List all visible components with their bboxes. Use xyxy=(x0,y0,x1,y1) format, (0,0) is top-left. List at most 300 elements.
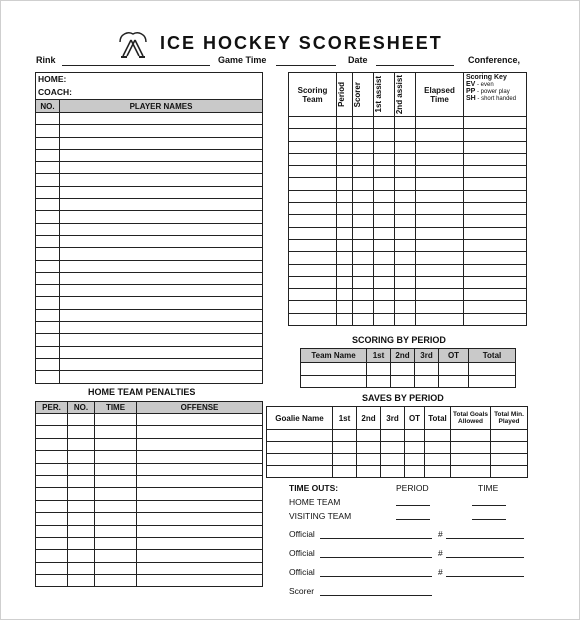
saves-cell[interactable] xyxy=(357,430,381,442)
scoring-cell[interactable] xyxy=(353,141,374,153)
sbp-cell[interactable] xyxy=(439,375,469,388)
scoring-cell[interactable] xyxy=(289,117,337,129)
scoring-col-scorer: Scorer xyxy=(353,73,374,117)
pen-cell[interactable] xyxy=(68,525,95,537)
home-timeout-time-field[interactable] xyxy=(472,505,506,506)
scoring-cell[interactable] xyxy=(374,227,395,239)
pen-cell[interactable] xyxy=(36,414,68,426)
roster-cell[interactable] xyxy=(36,174,60,186)
sbp-cell[interactable] xyxy=(367,375,391,388)
scoring-cell[interactable] xyxy=(289,313,337,325)
pen-cell[interactable] xyxy=(36,537,68,549)
home-team-penalties-title: HOME TEAM PENALTIES xyxy=(88,387,196,397)
scoring-cell[interactable] xyxy=(395,301,416,313)
scoring-cell[interactable] xyxy=(337,239,353,251)
scoring-cell[interactable] xyxy=(353,215,374,227)
saves-col-goals-allowed: Total Goals Allowed xyxy=(451,407,491,430)
scoring-cell[interactable] xyxy=(353,301,374,313)
scoring-cell[interactable] xyxy=(289,301,337,313)
pen-cell[interactable] xyxy=(36,525,68,537)
pen-cell[interactable] xyxy=(95,537,137,549)
scoring-cell[interactable] xyxy=(374,239,395,251)
scoring-cell[interactable] xyxy=(353,227,374,239)
scoring-cell[interactable] xyxy=(464,264,527,276)
roster-cell[interactable] xyxy=(60,174,263,186)
pen-cell[interactable] xyxy=(137,513,263,525)
scoring-cell[interactable] xyxy=(464,141,527,153)
pen-cell[interactable] xyxy=(95,500,137,512)
pen-cell[interactable] xyxy=(137,488,263,500)
scoring-cell[interactable] xyxy=(395,117,416,129)
scoring-cell[interactable] xyxy=(353,178,374,190)
pen-cell[interactable] xyxy=(68,451,95,463)
scoring-cell[interactable] xyxy=(464,301,527,313)
scoring-by-period-table xyxy=(300,348,516,388)
saves-cell[interactable] xyxy=(381,454,405,466)
scorer-name-field[interactable] xyxy=(320,595,432,596)
scoring-cell[interactable] xyxy=(289,129,337,141)
scoring-cell[interactable] xyxy=(289,203,337,215)
scoring-cell[interactable] xyxy=(353,203,374,215)
scoring-cell[interactable] xyxy=(464,153,527,165)
scoring-cell[interactable] xyxy=(353,153,374,165)
scoring-cell[interactable] xyxy=(337,289,353,301)
saves-cell[interactable] xyxy=(405,466,425,478)
roster-cell[interactable] xyxy=(60,223,263,235)
scoring-cell[interactable] xyxy=(374,117,395,129)
pen-cell[interactable] xyxy=(137,550,263,562)
date-field[interactable] xyxy=(376,65,454,66)
scoring-cell[interactable] xyxy=(374,301,395,313)
pen-cell[interactable] xyxy=(68,438,95,450)
pen-cell[interactable] xyxy=(36,513,68,525)
scoring-cell[interactable] xyxy=(416,289,464,301)
saves-cell[interactable] xyxy=(357,442,381,454)
scoring-cell[interactable] xyxy=(289,252,337,264)
pen-cell[interactable] xyxy=(137,463,263,475)
scoring-cell[interactable] xyxy=(337,141,353,153)
scoring-cell[interactable] xyxy=(337,190,353,202)
saves-cell[interactable] xyxy=(451,442,491,454)
scoring-cell[interactable] xyxy=(337,117,353,129)
scoring-cell[interactable] xyxy=(374,313,395,325)
pen-cell[interactable] xyxy=(36,488,68,500)
saves-cell[interactable] xyxy=(491,466,528,478)
scoring-cell[interactable] xyxy=(464,178,527,190)
roster-row xyxy=(36,248,263,260)
scoring-cell[interactable] xyxy=(416,215,464,227)
roster-cell[interactable] xyxy=(36,162,60,174)
roster-cell[interactable] xyxy=(60,371,263,383)
official-3-name-field[interactable] xyxy=(320,576,432,577)
scoring-cell[interactable] xyxy=(337,252,353,264)
scoring-cell[interactable] xyxy=(464,313,527,325)
scoring-cell[interactable] xyxy=(353,166,374,178)
scoring-cell[interactable] xyxy=(416,129,464,141)
saves-cell[interactable] xyxy=(267,454,333,466)
official-3-number-field[interactable] xyxy=(446,576,524,577)
pen-row xyxy=(36,500,263,512)
scoring-row xyxy=(289,239,527,251)
scoring-cell[interactable] xyxy=(395,166,416,178)
scoring-cell[interactable] xyxy=(416,252,464,264)
scoring-cell[interactable] xyxy=(416,301,464,313)
official-2-number-field[interactable] xyxy=(446,557,524,558)
roster-cell[interactable] xyxy=(60,285,263,297)
scoring-cell[interactable] xyxy=(416,166,464,178)
official-1-name-field[interactable] xyxy=(320,538,432,539)
scoring-cell[interactable] xyxy=(374,166,395,178)
saves-cell[interactable] xyxy=(491,454,528,466)
sbp-cell[interactable] xyxy=(301,363,367,376)
pen-cell[interactable] xyxy=(137,525,263,537)
saves-cell[interactable] xyxy=(267,442,333,454)
roster-cell[interactable] xyxy=(60,199,263,211)
pen-row xyxy=(36,414,263,426)
scoring-cell[interactable] xyxy=(337,129,353,141)
scoring-cell[interactable] xyxy=(464,190,527,202)
roster-cell[interactable] xyxy=(36,260,60,272)
roster-cell[interactable] xyxy=(60,162,263,174)
pen-cell[interactable] xyxy=(68,488,95,500)
scoring-cell[interactable] xyxy=(395,203,416,215)
saves-cell[interactable] xyxy=(333,430,357,442)
roster-row xyxy=(36,137,263,149)
saves-cell[interactable] xyxy=(491,442,528,454)
scoring-cell[interactable] xyxy=(395,252,416,264)
sbp-cell[interactable] xyxy=(469,375,516,388)
pen-cell[interactable] xyxy=(95,414,137,426)
saves-cell[interactable] xyxy=(267,466,333,478)
scoring-cell[interactable] xyxy=(353,313,374,325)
scoring-cell[interactable] xyxy=(337,301,353,313)
pen-cell[interactable] xyxy=(95,525,137,537)
scoring-cell[interactable] xyxy=(353,289,374,301)
scoring-cell[interactable] xyxy=(289,276,337,288)
scoring-cell[interactable] xyxy=(289,166,337,178)
roster-cell[interactable] xyxy=(36,248,60,260)
scoring-cell[interactable] xyxy=(374,178,395,190)
roster-row xyxy=(36,235,263,247)
pen-cell[interactable] xyxy=(68,550,95,562)
pen-row xyxy=(36,513,263,525)
roster-cell[interactable] xyxy=(36,199,60,211)
scoring-cell[interactable] xyxy=(464,276,527,288)
pen-cell[interactable] xyxy=(36,426,68,438)
scoring-cell[interactable] xyxy=(416,141,464,153)
scoring-row xyxy=(289,215,527,227)
scoring-cell[interactable] xyxy=(395,153,416,165)
scoring-cell[interactable] xyxy=(464,252,527,264)
roster-cell[interactable] xyxy=(36,235,60,247)
scoring-cell[interactable] xyxy=(416,239,464,251)
saves-cell[interactable] xyxy=(451,430,491,442)
scoring-cell[interactable] xyxy=(374,141,395,153)
scoring-cell[interactable] xyxy=(395,141,416,153)
roster-row xyxy=(36,125,263,137)
scoring-cell[interactable] xyxy=(337,166,353,178)
pen-cell[interactable] xyxy=(95,575,137,587)
pen-cell[interactable] xyxy=(95,463,137,475)
scoring-cell[interactable] xyxy=(416,264,464,276)
roster-cell[interactable] xyxy=(60,260,263,272)
scoring-col-2nd-assist: 2nd assist xyxy=(395,73,416,117)
saves-col-ot: OT xyxy=(405,407,425,430)
sbp-cell[interactable] xyxy=(301,375,367,388)
saves-cell[interactable] xyxy=(381,442,405,454)
saves-cell[interactable] xyxy=(491,430,528,442)
home-timeout-period-field[interactable] xyxy=(396,505,430,506)
scoring-cell[interactable] xyxy=(374,129,395,141)
roster-cell[interactable] xyxy=(60,125,263,137)
sbp-cell[interactable] xyxy=(367,363,391,376)
saves-cell[interactable] xyxy=(381,466,405,478)
pen-cell[interactable] xyxy=(137,451,263,463)
sbp-cell[interactable] xyxy=(391,375,415,388)
saves-cell[interactable] xyxy=(425,430,451,442)
official-2-name-field[interactable] xyxy=(320,557,432,558)
roster-cell[interactable] xyxy=(60,309,263,321)
scoring-cell[interactable] xyxy=(353,252,374,264)
saves-cell[interactable] xyxy=(357,454,381,466)
pen-cell[interactable] xyxy=(95,550,137,562)
scoring-cell[interactable] xyxy=(464,227,527,239)
scoring-key-ev: EV - even xyxy=(466,81,494,88)
scoring-cell[interactable] xyxy=(464,203,527,215)
pen-cell[interactable] xyxy=(36,500,68,512)
pen-cell[interactable] xyxy=(36,438,68,450)
scoring-cell[interactable] xyxy=(353,190,374,202)
pen-cell[interactable] xyxy=(68,537,95,549)
roster-cell[interactable] xyxy=(60,248,263,260)
pen-row xyxy=(36,426,263,438)
roster-cell[interactable] xyxy=(60,186,263,198)
saves-col-goalie-name: Goalie Name xyxy=(267,407,333,430)
scoring-cell[interactable] xyxy=(395,178,416,190)
scoring-cell[interactable] xyxy=(395,313,416,325)
pen-cell[interactable] xyxy=(36,575,68,587)
saves-cell[interactable] xyxy=(333,442,357,454)
pen-cell[interactable] xyxy=(95,475,137,487)
roster-cell[interactable] xyxy=(36,297,60,309)
game-time-field[interactable] xyxy=(276,65,336,66)
saves-by-period-table xyxy=(266,406,528,478)
scoring-cell[interactable] xyxy=(289,141,337,153)
scoring-cell[interactable] xyxy=(416,117,464,129)
saves-cell[interactable] xyxy=(405,430,425,442)
pen-cell[interactable] xyxy=(137,414,263,426)
roster-cell[interactable] xyxy=(36,322,60,334)
scoring-row xyxy=(289,252,527,264)
scoring-cell[interactable] xyxy=(289,178,337,190)
scoring-cell[interactable] xyxy=(416,153,464,165)
roster-cell[interactable] xyxy=(60,211,263,223)
scoring-cell[interactable] xyxy=(337,313,353,325)
roster-cell[interactable] xyxy=(60,358,263,370)
scoring-cell[interactable] xyxy=(289,264,337,276)
pen-cell[interactable] xyxy=(95,426,137,438)
roster-cell[interactable] xyxy=(36,285,60,297)
pen-cell[interactable] xyxy=(68,463,95,475)
roster-cell[interactable] xyxy=(60,137,263,149)
saves-cell[interactable] xyxy=(333,466,357,478)
scoring-cell[interactable] xyxy=(337,178,353,190)
saves-cell[interactable] xyxy=(405,442,425,454)
scoring-cell[interactable] xyxy=(337,215,353,227)
pen-cell[interactable] xyxy=(36,463,68,475)
scoring-cell[interactable] xyxy=(289,227,337,239)
roster-cell[interactable] xyxy=(60,297,263,309)
pen-cell[interactable] xyxy=(137,562,263,574)
scoring-cell[interactable] xyxy=(464,166,527,178)
sbp-cell[interactable] xyxy=(415,363,439,376)
saves-cell[interactable] xyxy=(405,454,425,466)
roster-cell[interactable] xyxy=(36,358,60,370)
scoring-cell[interactable] xyxy=(395,276,416,288)
pen-cell[interactable] xyxy=(95,451,137,463)
roster-cell[interactable] xyxy=(36,371,60,383)
scoring-cell[interactable] xyxy=(337,276,353,288)
scoring-cell[interactable] xyxy=(337,227,353,239)
pen-cell[interactable] xyxy=(95,488,137,500)
roster-cell[interactable] xyxy=(36,149,60,161)
scoring-cell[interactable] xyxy=(416,178,464,190)
rink-field[interactable] xyxy=(62,65,210,66)
roster-cell[interactable] xyxy=(36,334,60,346)
scoring-cell[interactable] xyxy=(395,227,416,239)
scoring-cell[interactable] xyxy=(395,289,416,301)
pen-cell[interactable] xyxy=(36,475,68,487)
roster-cell[interactable] xyxy=(60,149,263,161)
scoring-row xyxy=(289,276,527,288)
scoring-cell[interactable] xyxy=(416,313,464,325)
scoring-cell[interactable] xyxy=(353,264,374,276)
official-1-number-field[interactable] xyxy=(446,538,524,539)
saves-cell[interactable] xyxy=(425,454,451,466)
roster-cell[interactable] xyxy=(36,346,60,358)
roster-cell[interactable] xyxy=(36,223,60,235)
pen-cell[interactable] xyxy=(68,475,95,487)
pen-cell[interactable] xyxy=(95,562,137,574)
pen-cell[interactable] xyxy=(68,513,95,525)
roster-cell[interactable] xyxy=(60,346,263,358)
roster-cell[interactable] xyxy=(60,272,263,284)
scoring-cell[interactable] xyxy=(374,276,395,288)
scoring-cell[interactable] xyxy=(464,129,527,141)
roster-cell[interactable] xyxy=(60,235,263,247)
sbp-cell[interactable] xyxy=(439,363,469,376)
pen-row xyxy=(36,475,263,487)
pen-cell[interactable] xyxy=(36,550,68,562)
scoring-cell[interactable] xyxy=(374,190,395,202)
pen-cell[interactable] xyxy=(137,475,263,487)
scoring-cell[interactable] xyxy=(289,153,337,165)
scoring-cell[interactable] xyxy=(416,227,464,239)
visiting-timeout-time-field[interactable] xyxy=(472,519,506,520)
scoring-cell[interactable] xyxy=(374,289,395,301)
sbp-cell[interactable] xyxy=(415,375,439,388)
pen-cell[interactable] xyxy=(36,451,68,463)
scoring-cell[interactable] xyxy=(353,129,374,141)
pen-cell[interactable] xyxy=(68,562,95,574)
saves-col-total: Total xyxy=(425,407,451,430)
scoring-cell[interactable] xyxy=(464,239,527,251)
saves-cell[interactable] xyxy=(451,454,491,466)
saves-cell[interactable] xyxy=(425,442,451,454)
pen-cell[interactable] xyxy=(137,500,263,512)
scoring-cell[interactable] xyxy=(353,239,374,251)
scoring-cell[interactable] xyxy=(464,215,527,227)
pen-cell[interactable] xyxy=(36,562,68,574)
scoring-cell[interactable] xyxy=(374,252,395,264)
scoring-cell[interactable] xyxy=(289,239,337,251)
pen-cell[interactable] xyxy=(137,438,263,450)
roster-cell[interactable] xyxy=(36,137,60,149)
scoring-cell[interactable] xyxy=(374,264,395,276)
roster-cell[interactable] xyxy=(36,211,60,223)
roster-cell[interactable] xyxy=(36,186,60,198)
saves-cell[interactable] xyxy=(357,466,381,478)
sbp-cell[interactable] xyxy=(391,363,415,376)
scoring-cell[interactable] xyxy=(374,203,395,215)
scoring-cell[interactable] xyxy=(416,203,464,215)
pen-cell[interactable] xyxy=(68,500,95,512)
scoring-cell[interactable] xyxy=(464,117,527,129)
pen-cell[interactable] xyxy=(68,414,95,426)
sbp-cell[interactable] xyxy=(469,363,516,376)
roster-cell[interactable] xyxy=(36,113,60,125)
roster-cell[interactable] xyxy=(60,322,263,334)
pen-cell[interactable] xyxy=(68,426,95,438)
roster-cell[interactable] xyxy=(36,309,60,321)
saves-cell[interactable] xyxy=(333,454,357,466)
scoring-cell[interactable] xyxy=(289,215,337,227)
scoring-cell[interactable] xyxy=(416,190,464,202)
saves-cell[interactable] xyxy=(381,430,405,442)
scoring-cell[interactable] xyxy=(337,264,353,276)
scoring-cell[interactable] xyxy=(337,203,353,215)
scoring-cell[interactable] xyxy=(374,153,395,165)
saves-cell[interactable] xyxy=(451,466,491,478)
scoring-cell[interactable] xyxy=(353,117,374,129)
pen-cell[interactable] xyxy=(137,537,263,549)
pen-cell[interactable] xyxy=(95,438,137,450)
roster-cell[interactable] xyxy=(36,272,60,284)
visiting-timeout-period-field[interactable] xyxy=(396,519,430,520)
pen-cell[interactable] xyxy=(95,513,137,525)
scoring-cell[interactable] xyxy=(395,215,416,227)
scoring-cell[interactable] xyxy=(395,129,416,141)
scoring-cell[interactable] xyxy=(353,276,374,288)
pen-cell[interactable] xyxy=(137,575,263,587)
pen-cell[interactable] xyxy=(137,426,263,438)
scoring-cell[interactable] xyxy=(289,190,337,202)
roster-cell[interactable] xyxy=(60,334,263,346)
scoring-cell[interactable] xyxy=(395,190,416,202)
saves-cell[interactable] xyxy=(425,466,451,478)
saves-cell[interactable] xyxy=(267,430,333,442)
scoring-cell[interactable] xyxy=(289,289,337,301)
scoring-cell[interactable] xyxy=(395,239,416,251)
scoring-cell[interactable] xyxy=(395,264,416,276)
roster-cell[interactable] xyxy=(36,125,60,137)
roster-cell[interactable] xyxy=(60,113,263,125)
scoring-cell[interactable] xyxy=(374,215,395,227)
scoring-cell[interactable] xyxy=(337,153,353,165)
pen-cell[interactable] xyxy=(68,575,95,587)
scoring-cell[interactable] xyxy=(416,276,464,288)
scoring-cell[interactable] xyxy=(464,289,527,301)
